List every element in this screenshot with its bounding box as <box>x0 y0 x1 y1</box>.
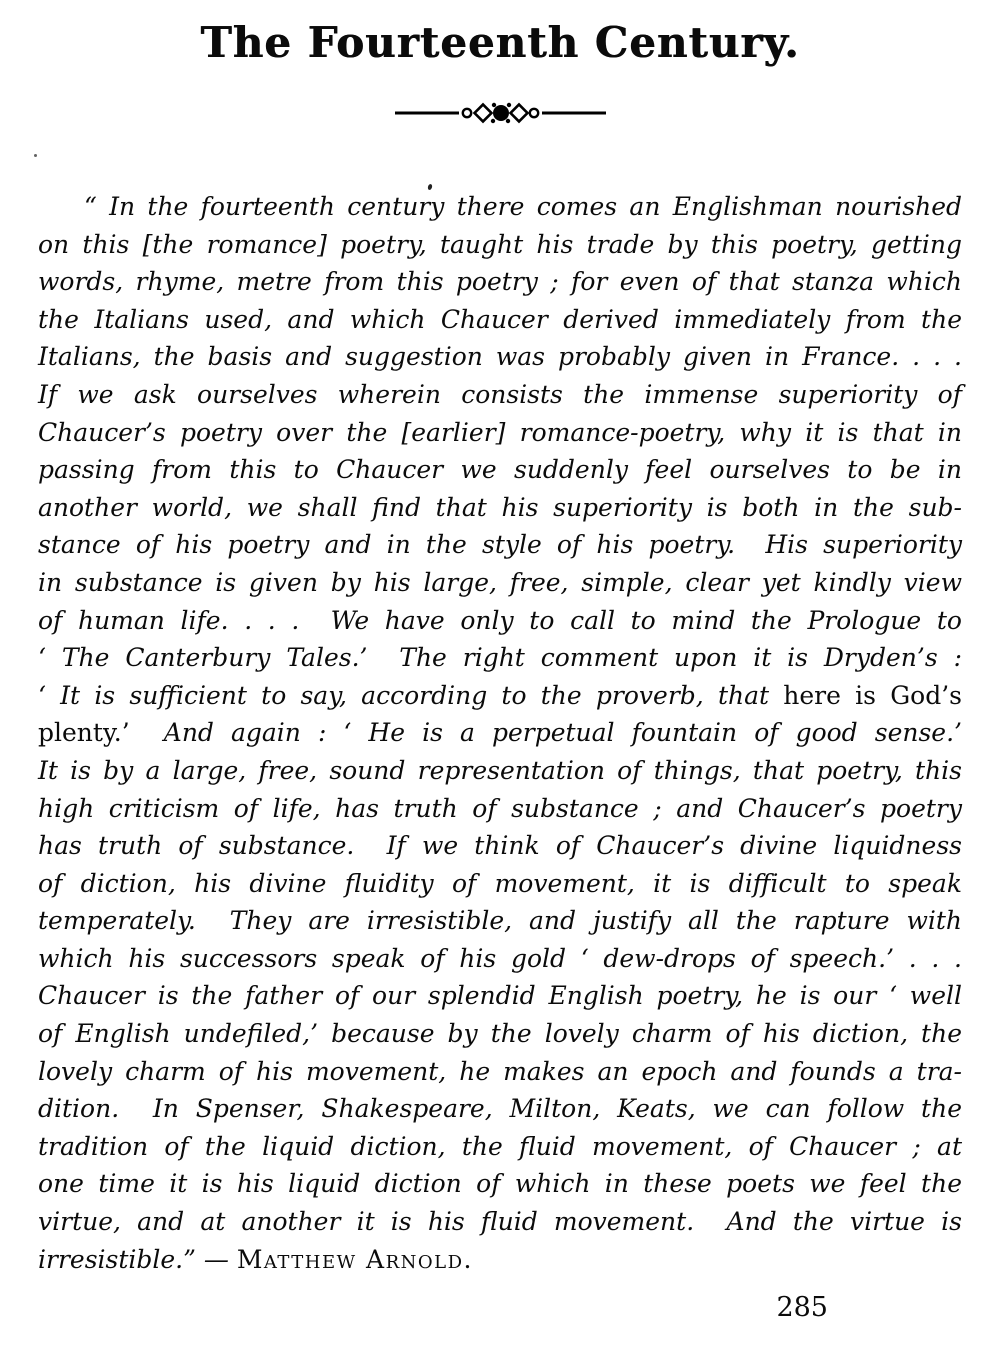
page-number: 285 <box>776 1292 828 1324</box>
quote-line <box>38 714 962 752</box>
quote-line <box>38 451 962 489</box>
quote-text-run: of human life. . . . We have only to call to mind the Prologue to <box>38 605 962 635</box>
quote-line <box>38 902 962 940</box>
quote-line <box>38 564 962 602</box>
quote-text-run: of diction, his divine fluidity of movement, it is difficult to speak <box>38 868 962 898</box>
quote-line <box>38 301 962 339</box>
quote-line <box>38 827 962 865</box>
ornament-graphic <box>393 98 608 128</box>
quote-text-run: temperately. They are irresistible, and justify all the rapture with <box>38 906 962 936</box>
quote-line <box>38 1128 962 1166</box>
quote-line <box>38 639 962 677</box>
quote-line <box>38 338 962 376</box>
quote-text-run: It is by a large, free, sound representation of things, that poetry, this <box>38 755 962 785</box>
page-title: The Fourteenth Century. <box>200 18 800 67</box>
quote-line <box>38 1090 962 1128</box>
quote-text-run: ‘ It is sufficient to say, according to the proverb, that <box>38 680 784 710</box>
quote-text-run: on this [the romance] poetry, taught his trade by this poetry, getting <box>38 229 962 259</box>
quote-text-run: words, rhyme, metre from this poetry ; for even of that stanza which <box>38 267 962 297</box>
quote-text-run: one time it is his liquid diction of which in these poets we feel the <box>38 1169 962 1199</box>
quote-line <box>38 1165 962 1203</box>
quote-text-run: the Italians used, and which Chaucer derived immediately from the <box>38 304 962 334</box>
quote-text-run: in substance is given by his large, free, simple, clear yet kindly view <box>38 567 962 597</box>
quote-line <box>38 790 962 828</box>
quote-line <box>38 188 962 226</box>
quote-text-run: another world, we shall find that his superiority is both in the sub- <box>38 492 962 522</box>
quote-text-run: “ In the fourteenth century there comes an Englishman nourished <box>84 192 962 221</box>
quote-text-run: virtue, and at another it is his fluid movement. And the virtue is <box>38 1207 962 1237</box>
quotation-block <box>38 188 962 1278</box>
quote-text-run: lovely charm of his movement, he makes an epoch and founds a tra- <box>38 1056 962 1086</box>
quote-line <box>38 489 962 527</box>
quote-text-run: dition. In Spenser, Shakespeare, Milton, Keats, we can follow the <box>38 1094 962 1124</box>
quote-line <box>38 226 962 264</box>
quote-text-run: passing from this to Chaucer we suddenly feel ourselves to be in <box>38 455 962 485</box>
quote-line <box>38 526 962 564</box>
quote-line <box>38 602 962 640</box>
quote-line <box>38 376 962 414</box>
quote-text-run: has truth of substance. If we think of Chaucer’s divine liquidness <box>38 831 962 861</box>
scan-speck <box>34 154 37 157</box>
quote-line <box>38 1015 962 1053</box>
quote-line <box>38 752 962 790</box>
quote-text-run: high criticism of life, has truth of substance ; and Chaucer’s poetry <box>38 793 962 823</box>
quote-text-run: of English undefiled,’ because by the lovely charm of his diction, the <box>38 1019 962 1049</box>
attribution-text: Matthew Arnold. <box>236 1244 474 1274</box>
quote-line <box>38 1053 962 1091</box>
quote-line <box>38 977 962 1015</box>
quote-text-run: plenty.’ <box>38 718 130 748</box>
book-page <box>0 14 1000 1323</box>
quote-text-run: ‘ The Canterbury Tales.’ The right comment upon it is Dryden’s : <box>38 643 962 673</box>
quote-text-run: If we ask ourselves wherein consists the immense superiority of <box>38 379 962 409</box>
ornament-divider <box>0 98 1000 128</box>
quote-text-run: which his successors speak of his gold ‘ dew-drops of speech.’ . . . <box>38 943 962 973</box>
quote-line <box>38 1241 962 1279</box>
quote-line <box>38 940 962 978</box>
quote-line <box>38 263 962 301</box>
quote-text-run: stance of his poetry and in the style of his poetry. His superiority <box>38 530 962 560</box>
quote-text-run: tradition of the liquid diction, the fluid movement, of Chaucer ; at <box>38 1131 962 1161</box>
quote-line <box>38 677 962 715</box>
quote-text-run: And again : ‘ He is a perpetual fountain of good sense.’ <box>129 718 962 748</box>
quote-text-run: here is God’s <box>783 680 962 710</box>
quote-line <box>38 865 962 903</box>
quote-line <box>38 414 962 452</box>
quote-text-run: Chaucer is the father of our splendid English poetry, he is our ‘ well <box>38 981 962 1011</box>
quote-text-run: irresistible.” — <box>38 1244 237 1274</box>
quote-text-run: Chaucer’s poetry over the [earlier] romance-poetry, why it is that in <box>38 417 962 447</box>
quote-line <box>38 1203 962 1241</box>
quote-text-run: Italians, the basis and suggestion was probably given in France. . . . <box>38 342 962 372</box>
